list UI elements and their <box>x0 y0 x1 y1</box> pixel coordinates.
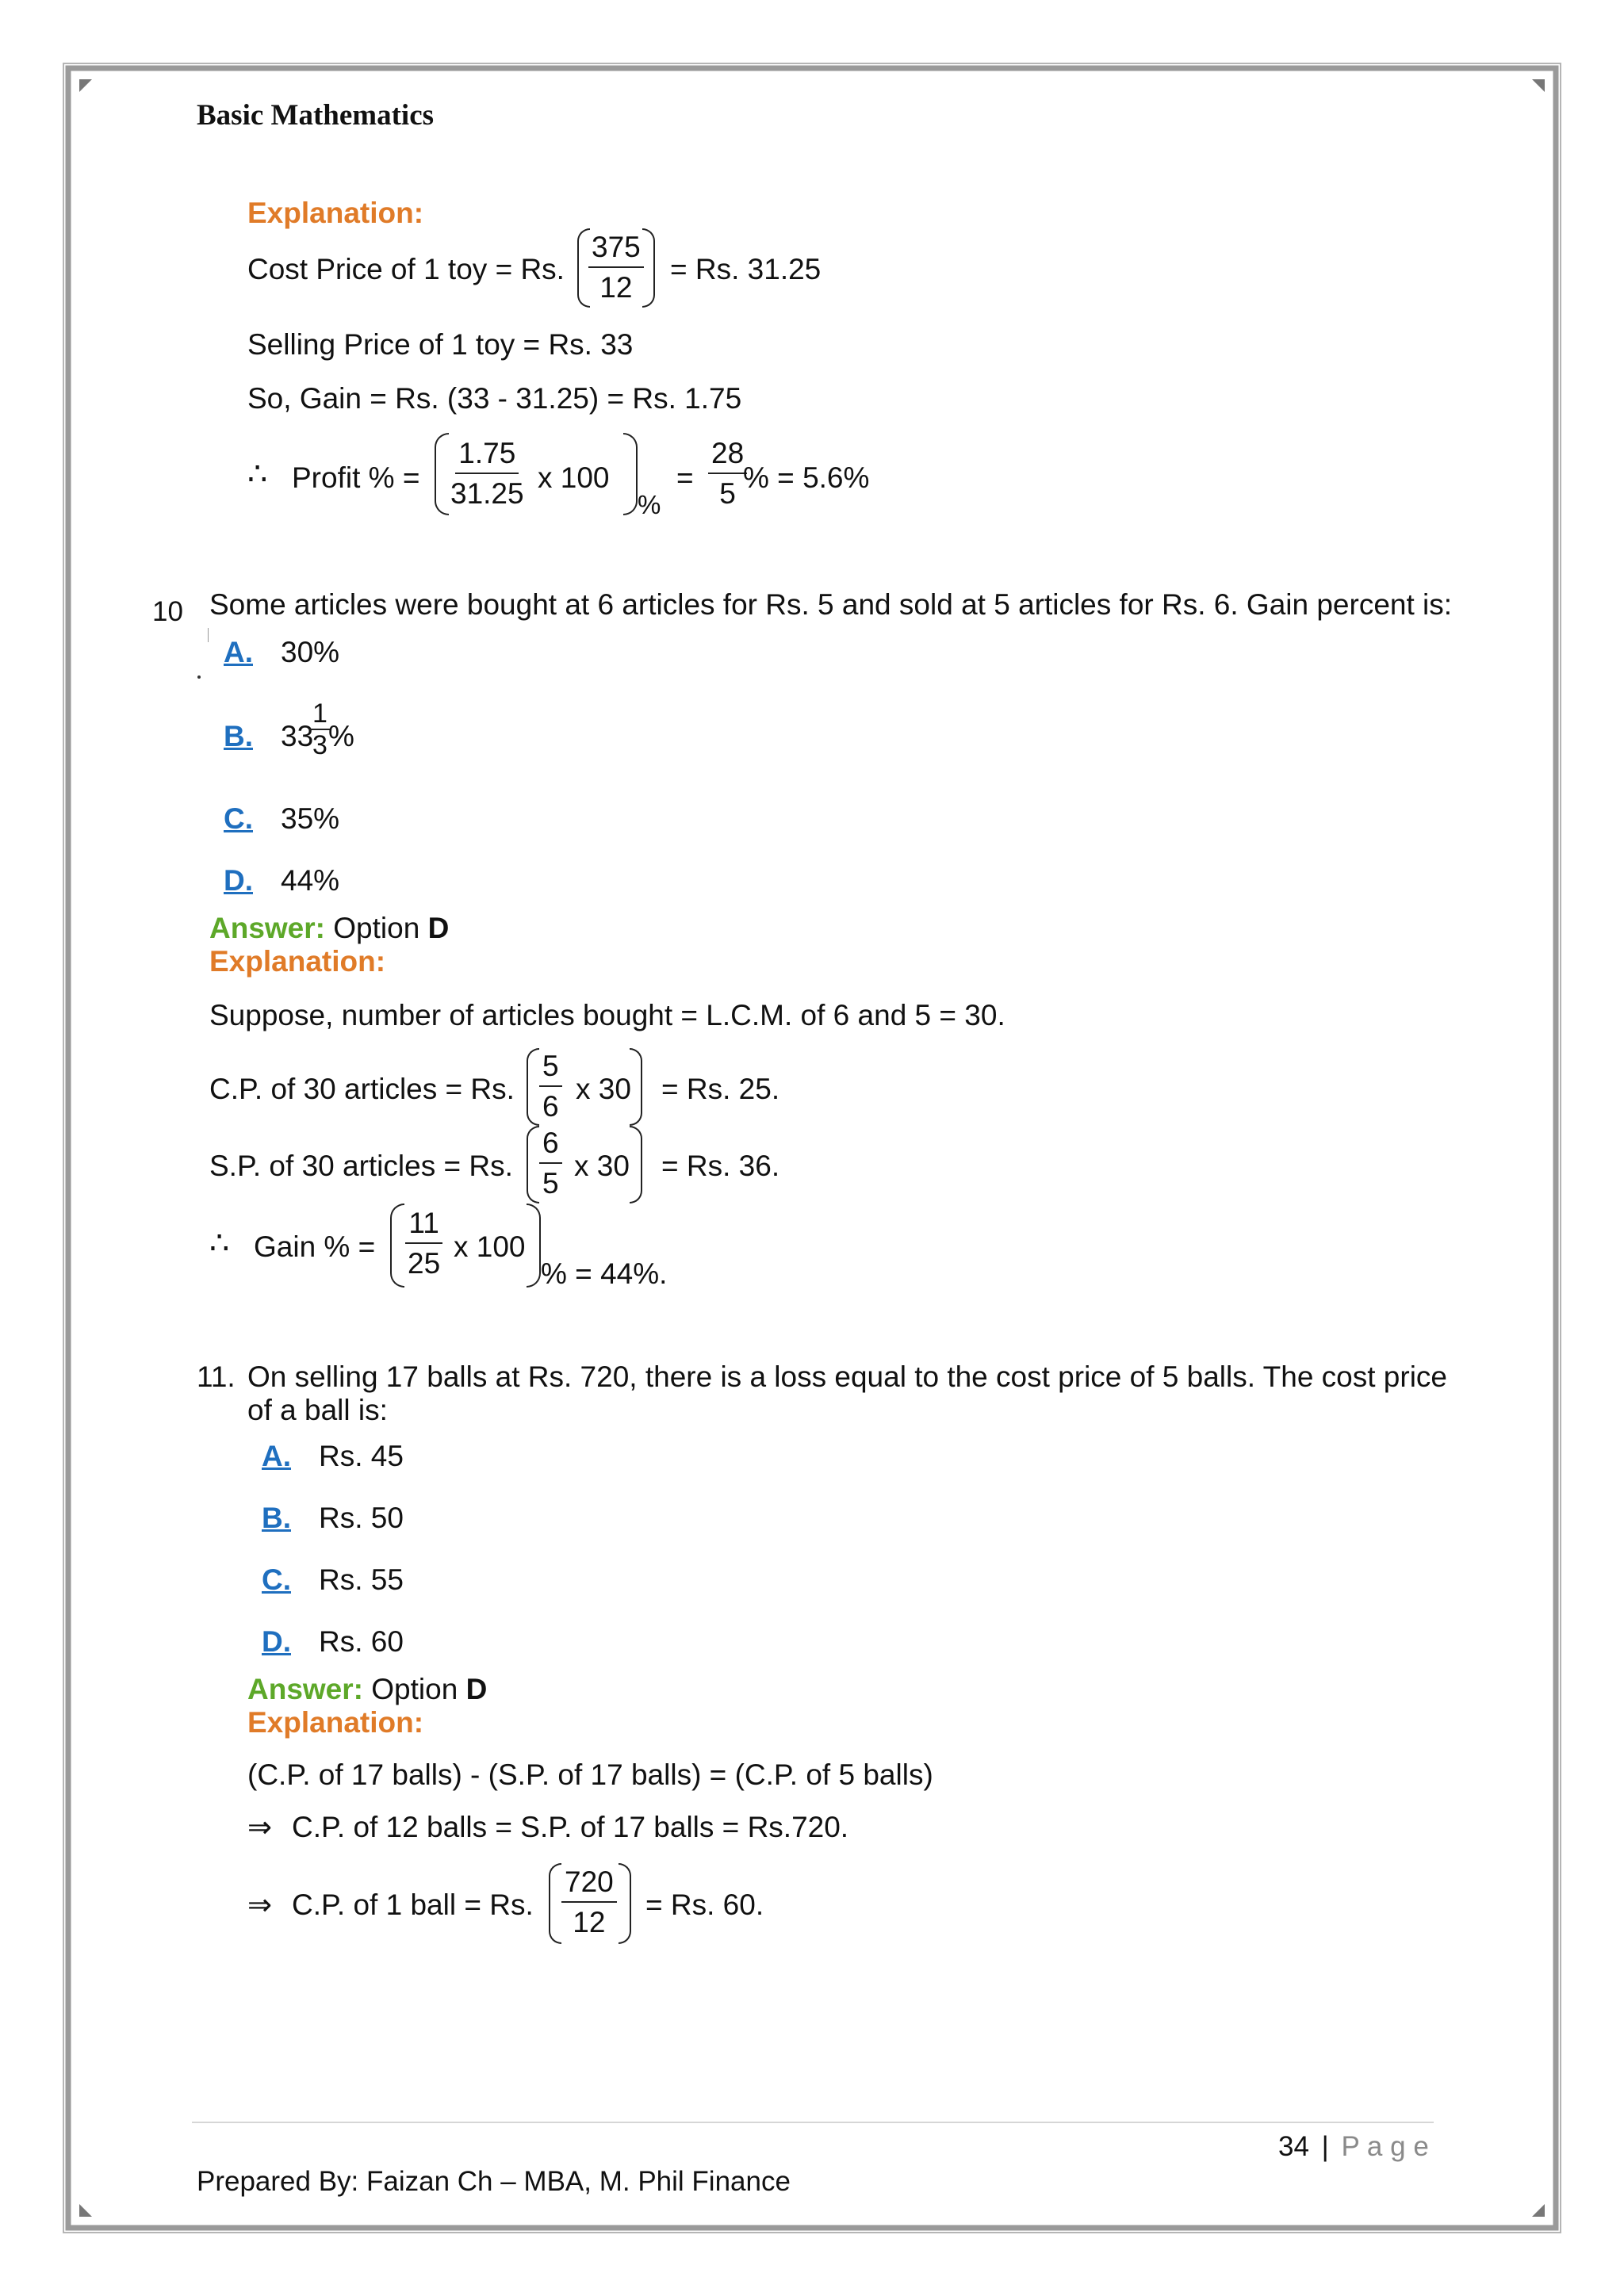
q9-explanation-label: Explanation: <box>247 197 424 229</box>
q10-line-lcm: Suppose, number of articles bought = L.C.M. of 6 and 5 = 30. <box>209 999 1005 1031</box>
option-text: 30% <box>281 636 340 668</box>
answer-label: Answer: <box>247 1673 363 1705</box>
numerator: 6 <box>539 1128 562 1164</box>
paren-right <box>642 228 655 308</box>
q10-line-cp: C.P. of 30 articles = Rs. <box>209 1073 515 1105</box>
denominator: 3 <box>312 730 327 760</box>
numerator: 375 <box>588 232 644 268</box>
denominator: 5 <box>719 477 736 510</box>
answer-text: Option <box>333 912 420 944</box>
paren-left <box>527 1048 539 1126</box>
fraction <box>539 1051 562 1121</box>
paren-left <box>390 1203 404 1288</box>
question-text: Some articles were bought at 6 articles for Rs. 5 and sold at 5 articles for Rs. 6. Gain percent is: <box>209 588 1453 621</box>
question-text-line-1: On selling 17 balls at Rs. 720, there is a loss equal to the cost price of 5 balls. The cost price <box>247 1360 1448 1393</box>
option-text: Rs. 50 <box>319 1502 404 1534</box>
q10-gain-result: % = 44%. <box>541 1257 668 1290</box>
q10-cp-result: = Rs. 25. <box>661 1073 780 1105</box>
fraction <box>588 232 644 302</box>
equals-sign: = <box>676 461 694 494</box>
fraction <box>561 1867 617 1937</box>
denominator: 12 <box>599 271 633 304</box>
multiplier: x 100 <box>538 461 610 494</box>
implies-icon: ⇒ <box>247 1811 273 1843</box>
denominator: 6 <box>542 1090 559 1123</box>
q9-line-profit: Profit % = <box>292 461 420 494</box>
option-text: Rs. 55 <box>319 1563 404 1596</box>
explanation-label: Explanation: <box>247 1706 424 1739</box>
option-percent: % <box>328 720 354 752</box>
therefore-icon: ∴ <box>247 457 268 492</box>
page-number-block <box>1278 2133 1429 2160</box>
option-text: 35% <box>281 802 340 835</box>
question-number: 11. <box>197 1360 236 1393</box>
option-whole: 33 <box>281 720 314 752</box>
paren-right <box>623 433 638 515</box>
denominator: 25 <box>408 1247 441 1280</box>
denominator: 12 <box>573 1906 606 1938</box>
option-letter[interactable]: A. <box>224 636 253 668</box>
option-letter[interactable]: D. <box>224 864 253 897</box>
multiplier: x 30 <box>574 1150 630 1182</box>
fraction <box>539 1128 562 1198</box>
option-letter[interactable]: C. <box>262 1563 291 1596</box>
option-letter[interactable]: D. <box>262 1625 291 1658</box>
answer-option: D <box>427 912 450 944</box>
q9-cost-price-result: = Rs. 31.25 <box>670 253 822 285</box>
paren-right <box>619 1863 631 1944</box>
answer-line <box>247 1674 487 1704</box>
numerator: 5 <box>539 1051 562 1087</box>
denominator: 31.25 <box>450 477 524 510</box>
multiplier: x 30 <box>576 1073 631 1105</box>
paren-left <box>549 1863 561 1944</box>
page-number: 34 <box>1278 2131 1309 2162</box>
option-letter[interactable]: A. <box>262 1440 291 1472</box>
q11-result: = Rs. 60. <box>645 1888 764 1921</box>
q10-line-sp: S.P. of 30 articles = Rs. <box>209 1150 513 1182</box>
page-title: Basic Mathematics <box>197 99 435 132</box>
therefore-icon: ∴ <box>209 1226 230 1261</box>
denominator: 5 <box>542 1167 559 1200</box>
numerator: 1.75 <box>455 438 519 474</box>
page-word: P a g e <box>1341 2131 1429 2162</box>
numerator: 720 <box>561 1867 617 1903</box>
q9-line-gain: So, Gain = Rs. (33 - 31.25) = Rs. 1.75 <box>247 382 742 415</box>
q11-line-3: C.P. of 1 ball = Rs. <box>292 1888 534 1921</box>
option-text: Rs. 60 <box>319 1625 404 1658</box>
option-text: Rs. 45 <box>319 1440 404 1472</box>
implies-icon: ⇒ <box>247 1888 273 1921</box>
q9-line-selling-price: Selling Price of 1 toy = Rs. 33 <box>247 328 634 361</box>
q9-profit-result: % = 5.6% <box>743 461 870 494</box>
footer-divider <box>192 2122 1434 2123</box>
option-letter[interactable]: C. <box>224 802 253 835</box>
fraction <box>309 700 331 759</box>
page-separator: | <box>1321 2131 1329 2162</box>
option-text: 44% <box>281 864 340 897</box>
question-text-line-2: of a ball is: <box>247 1394 388 1426</box>
paren-left <box>527 1126 539 1203</box>
answer-line <box>209 913 449 943</box>
q10-sp-result: = Rs. 36. <box>661 1150 780 1182</box>
q10-line-gain: Gain % = <box>254 1230 376 1263</box>
q9-line-cost-price: Cost Price of 1 toy = Rs. <box>247 253 565 285</box>
explanation-label: Explanation: <box>209 945 386 978</box>
numerator: 28 <box>708 438 747 474</box>
divider-tick <box>208 628 209 642</box>
answer-label: Answer: <box>209 912 325 944</box>
paren-right <box>527 1203 541 1288</box>
option-letter[interactable]: B. <box>224 720 253 752</box>
dot-mark <box>197 675 201 679</box>
q11-line-2: C.P. of 12 balls = S.P. of 17 balls = Rs.720. <box>292 1811 849 1843</box>
answer-text: Option <box>371 1673 458 1705</box>
multiplier: x 100 <box>454 1230 526 1263</box>
option-letter[interactable]: B. <box>262 1502 291 1534</box>
prepared-by: Prepared By: Faizan Ch – MBA, M. Phil Finance <box>197 2166 791 2197</box>
numerator: 11 <box>405 1208 442 1244</box>
fraction <box>708 438 747 508</box>
fraction <box>447 438 527 508</box>
q11-line-1: (C.P. of 17 balls) - (S.P. of 17 balls) = (C.P. of 5 balls) <box>247 1758 933 1791</box>
numerator: 1 <box>309 700 331 730</box>
question-number: 10 <box>152 596 183 627</box>
fraction <box>404 1208 443 1278</box>
answer-option: D <box>465 1673 488 1705</box>
paren-right <box>630 1126 642 1203</box>
paren-right <box>630 1048 642 1126</box>
percent-subscript: % <box>638 490 661 519</box>
